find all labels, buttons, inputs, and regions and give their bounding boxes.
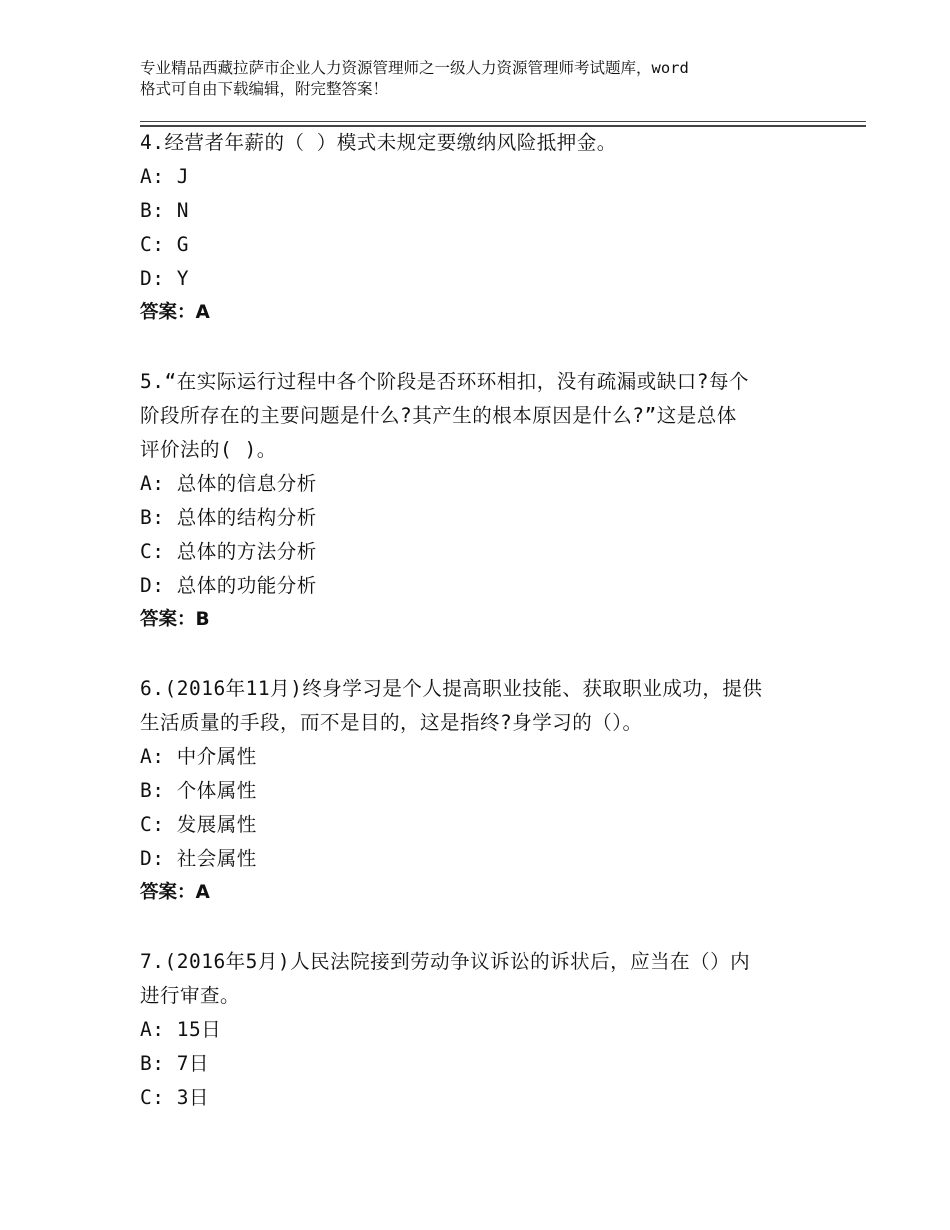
option-a: A: 总体的信息分析 <box>140 472 317 495</box>
question-stem: 4.经营者年薪的（ ）模式未规定要缴纳风险抵押金。 <box>140 131 617 154</box>
option-d: D: Y <box>140 267 189 290</box>
answer-label: 答案：A <box>140 882 210 903</box>
answer-label: 答案：B <box>140 609 210 630</box>
question-7 <box>140 945 820 1115</box>
header-line-1: 专业精品西藏拉萨市企业人力资源管理师之一级人力资源管理师考试题库，word <box>140 59 689 77</box>
question-4 <box>140 126 820 330</box>
option-b: B: 总体的结构分析 <box>140 506 317 529</box>
question-stem-line-2: 阶段所存在的主要问题是什么?其产生的根本原因是什么?”这是总体 <box>140 404 737 427</box>
question-stem-line-1: 5.“在实际运行过程中各个阶段是否环环相扣，没有疏漏或缺口?每个 <box>140 370 749 393</box>
question-6 <box>140 672 820 910</box>
header-divider-thin <box>140 121 866 122</box>
option-a: A: J <box>140 165 189 188</box>
option-b: B: 个体属性 <box>140 779 257 802</box>
question-stem-line-3: 评价法的( )。 <box>140 438 277 461</box>
option-d: D: 社会属性 <box>140 847 257 870</box>
option-c: C: G <box>140 233 189 256</box>
option-b: B: 7日 <box>140 1052 209 1075</box>
question-stem-line-2: 进行审查。 <box>140 984 241 1007</box>
answer-label: 答案：A <box>140 302 210 323</box>
option-b: B: N <box>140 199 189 222</box>
question-stem-line-1: 7.(2016年5月)人民法院接到劳动争议诉讼的诉状后，应当在（）内 <box>140 950 751 973</box>
question-5 <box>140 365 820 637</box>
option-a: A: 15日 <box>140 1018 222 1041</box>
option-a: A: 中介属性 <box>140 745 257 768</box>
document-header <box>140 58 820 100</box>
option-c: C: 总体的方法分析 <box>140 540 317 563</box>
question-stem-line-1: 6.(2016年11月)终身学习是个人提高职业技能、获取职业成功，提供 <box>140 677 763 700</box>
option-d: D: 总体的功能分析 <box>140 574 317 597</box>
question-stem-line-2: 生活质量的手段，而不是目的，这是指终?身学习的（）。 <box>140 711 643 734</box>
header-line-2: 格式可自由下载编辑，附完整答案！ <box>140 80 389 98</box>
option-c: C: 3日 <box>140 1086 209 1109</box>
option-c: C: 发展属性 <box>140 813 257 836</box>
